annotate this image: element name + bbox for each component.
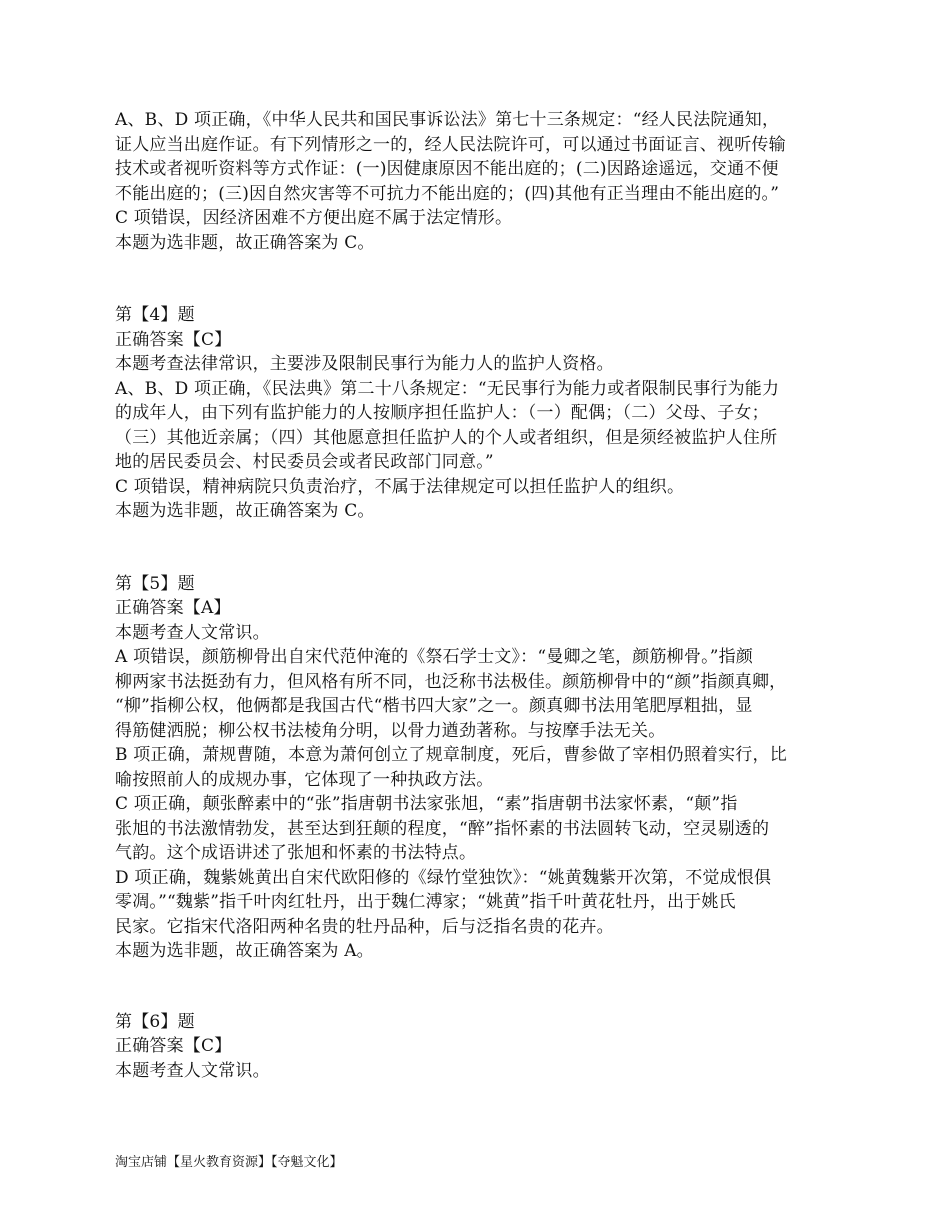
paragraph-line: 喻按照前人的成规办事，它体现了一种执政方法。: [115, 769, 494, 790]
q3-explanation: [115, 108, 845, 255]
answer-conclusion: 本题为选非题，故正确答案为 C。: [115, 501, 375, 521]
page-footer: 淘宝店铺【星火教育资源】【夺魁文化】: [115, 1155, 343, 1170]
paragraph-line: 本题考查法律常识，主要涉及限制民事行为能力人的监护人资格。: [115, 354, 614, 374]
question-number: 第【5】题: [115, 573, 195, 594]
paragraph-line: 技术或者视听资料等方式作证：(一)因健康原因不能出庭的；(二)因路途遥远，交通不便: [115, 159, 779, 179]
paragraph-line: 不能出庭的；(三)因自然灾害等不可抗力不能出庭的；(四)其他有正当理由不能出庭的。”: [115, 183, 780, 204]
correct-answer: 正确答案【C】: [115, 329, 232, 350]
paragraph-line: 张旭的书法激情勃发，甚至达到狂颠的程度，“醉”指怀素的书法圆转飞动，空灵剔透的: [115, 818, 770, 839]
paragraph-line: B 项正确，萧规曹随，本意为萧何创立了规章制度，死后，曹参做了宰相仍照着实行，比: [115, 745, 787, 765]
question-number: 第【6】题: [115, 1011, 195, 1032]
paragraph-line: 得筋健洒脱；柳公权书法棱角分明，以骨力遒劲著称。与按摩手法无关。: [115, 720, 666, 741]
paragraph-line: A、B、D 项正确，《民法典》第二十八条规定：“无民事行为能力或者限制民事行为能力: [115, 378, 780, 399]
correct-answer: 正确答案【A】: [115, 598, 231, 618]
document-body: [115, 108, 845, 1083]
paragraph-line: 本题考查人文常识。: [115, 1060, 270, 1081]
paragraph-line: C 项错误，因经济困难不方便出庭不属于法定情形。: [115, 208, 513, 228]
paragraph-line: C 项错误，精神病院只负责治疗，不属于法律规定可以担任监护人的组织。: [115, 476, 685, 497]
paragraph-line: 的成年人，由下列有监护能力的人按顺序担任监护人：（一）配偶；（二）父母、子女；: [115, 403, 769, 423]
paragraph-line: （三）其他近亲属；（四）其他愿意担任监护人的个人或者组织，但是须经被监护人住所: [115, 427, 778, 448]
question-number: 第【4】题: [115, 305, 195, 325]
paragraph-line: 证人应当出庭作证。有下列情形之一的，经人民法院许可，可以通过书面证言、视听传输: [115, 134, 786, 155]
paragraph-line: C 项正确，颠张醉素中的“张”指唐朝书法家张旭，“素”指唐朝书法家怀素，“颠”指: [115, 794, 738, 814]
section-spacer: [115, 964, 845, 1010]
answer-conclusion: 本题为选非题，故正确答案为 C。: [115, 232, 375, 253]
correct-answer: 正确答案【C】: [115, 1036, 232, 1056]
q5-section: [115, 572, 845, 964]
paragraph-line: “柳”指柳公权，他俩都是我国古代“楷书四大家”之一。颜真卿书法用笔肥厚粗拙，显: [115, 696, 753, 716]
paragraph-line: 零凋。”“魏紫”指千叶肉红牡丹，出于魏仁溥家；“姚黄”指千叶黄花牡丹，出于姚氏: [115, 892, 736, 912]
paragraph-line: A、B、D 项正确，《中华人民共和国民事诉讼法》第七十三条规定：“经人民法院通知，: [115, 110, 780, 130]
paragraph-line: 民家。它指宋代洛阳两种名贵的牡丹品种，后与泛指名贵的花卉。: [115, 916, 614, 937]
paragraph-line: 气韵。这个成语讲述了张旭和怀素的书法特点。: [115, 843, 477, 863]
answer-conclusion: 本题为选非题，故正确答案为 A。: [115, 941, 374, 961]
paragraph-line: A 项错误，颜筋柳骨出自宋代范仲淹的《祭石学士文》：“曼卿之笔，颜筋柳骨。”指颜: [115, 647, 754, 667]
paragraph-line: D 项正确，魏紫姚黄出自宋代欧阳修的《绿竹堂独饮》：“姚黄魏紫开次第，不觉成恨俱: [115, 867, 772, 888]
paragraph-line: 本题考查人文常识。: [115, 622, 270, 643]
q4-section: [115, 303, 845, 524]
paragraph-line: 柳两家书法挺劲有力，但风格有所不同，也泛称书法极佳。颜筋柳骨中的“颜”指颜真卿，: [115, 671, 787, 692]
section-spacer: [115, 524, 845, 572]
q6-section: [115, 1010, 845, 1084]
paragraph-line: 地的居民委员会、村民委员会或者民政部门同意。”: [115, 452, 494, 472]
section-spacer: [115, 255, 845, 303]
